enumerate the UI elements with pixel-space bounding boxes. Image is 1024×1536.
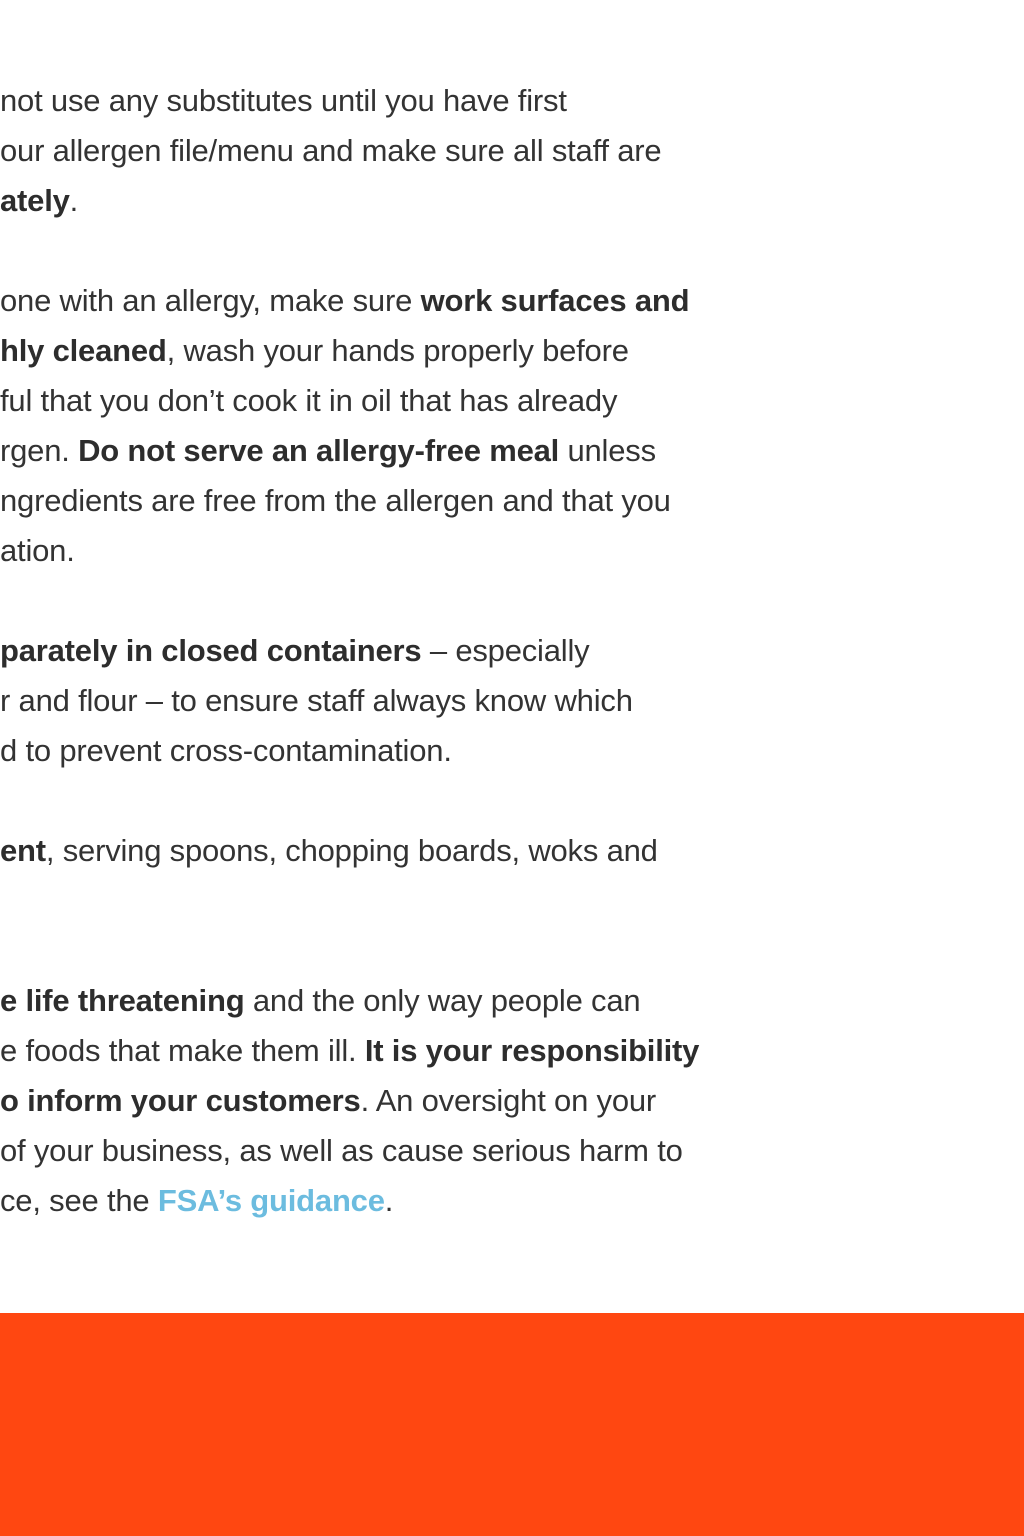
body-text: of your business, as well as cause serious harm to [0, 1133, 683, 1168]
body-text: rgen. [0, 433, 79, 468]
text-line [0, 676, 1024, 726]
text-line [0, 76, 1024, 126]
text-line [0, 526, 1024, 576]
body-text: . [384, 1183, 394, 1218]
text-line [0, 826, 1024, 876]
body-text: r and flour – to ensure staff always know which [0, 683, 633, 718]
emphasis-text: Do not serve an allergy-free meal [78, 433, 560, 468]
paragraph-responsibility [0, 976, 1024, 1226]
body-text: ce, see the [0, 1183, 158, 1218]
body-text: and the only way people can [244, 983, 641, 1018]
paragraph-allergy-free-meal [0, 276, 1024, 576]
body-text: d to prevent cross-contamination. [0, 733, 452, 768]
text-line [0, 976, 1024, 1026]
footer-band [0, 1313, 1024, 1536]
body-text: , serving spoons, chopping boards, woks and [45, 833, 658, 868]
text-line [0, 726, 1024, 776]
body-text: e foods that make them ill. [0, 1033, 365, 1068]
text-line [0, 276, 1024, 326]
body-text: unless [559, 433, 656, 468]
emphasis-text: e life threatening [0, 983, 245, 1018]
body-text: ful that you don’t cook it in oil that has already [0, 383, 618, 418]
fsa-guidance-link[interactable]: FSA’s guidance [157, 1183, 385, 1218]
emphasis-text: hly cleaned [0, 333, 167, 368]
text-line [0, 376, 1024, 426]
body-text: ngredients are free from the allergen and that you [0, 483, 671, 518]
body-text: ation. [0, 533, 75, 568]
text-line [0, 1076, 1024, 1126]
text-line [0, 476, 1024, 526]
text-line [0, 126, 1024, 176]
emphasis-text: work surfaces and [420, 283, 690, 318]
paragraph-equipment [0, 826, 1024, 876]
text-line [0, 426, 1024, 476]
emphasis-text: ent [0, 833, 46, 868]
text-line [0, 1126, 1024, 1176]
paragraph-substitutes [0, 76, 1024, 226]
body-text: not use any substitutes until you have first [0, 83, 567, 118]
body-text: – especially [421, 633, 590, 668]
emphasis-text: ately [0, 183, 70, 218]
emphasis-text: parately in closed containers [0, 633, 422, 668]
body-text: . An oversight on your [360, 1083, 657, 1118]
text-line [0, 176, 1024, 226]
body-text: , wash your hands properly before [166, 333, 629, 368]
emphasis-text: It is your responsibility [364, 1033, 700, 1068]
text-line [0, 1176, 1024, 1226]
body-text: one with an allergy, make sure [0, 283, 421, 318]
emphasis-text: o inform your customers [0, 1083, 361, 1118]
body-text: . [69, 183, 79, 218]
text-line [0, 626, 1024, 676]
body-text: our allergen file/menu and make sure all staff are [0, 133, 662, 168]
paragraph-storage [0, 626, 1024, 776]
text-line [0, 326, 1024, 376]
text-line [0, 1026, 1024, 1076]
